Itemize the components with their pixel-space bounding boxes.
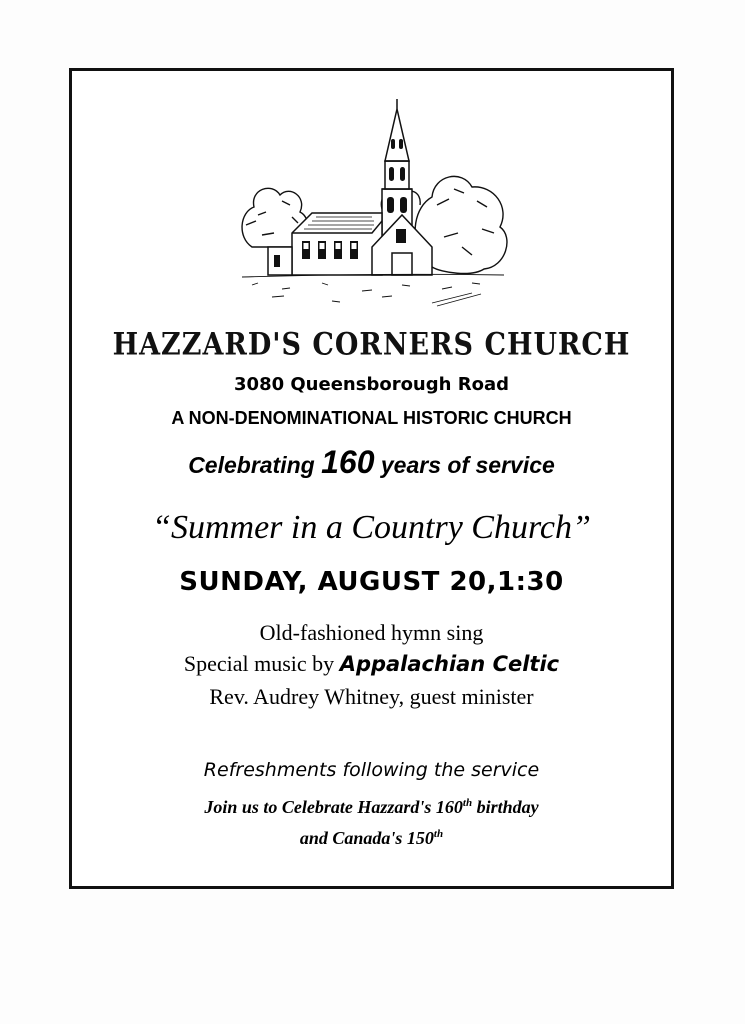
church-name: HAZZARD'S CORNERS CHURCH	[112, 326, 631, 363]
flyer-border	[69, 68, 674, 889]
event-detail-hymn: Old-fashioned hymn sing	[259, 620, 484, 645]
church-address: 3080 Queensborough Road	[234, 374, 509, 395]
music-prefix: Special music by	[183, 651, 335, 676]
event-date-time: SUNDAY, AUGUST 20,1:30	[179, 567, 564, 597]
anniversary-suffix: years of service	[380, 452, 555, 478]
event-detail-music	[72, 651, 671, 677]
birthday-suffix: birthday	[476, 797, 539, 817]
church-illustration	[232, 97, 512, 315]
birthday-prefix: Join us to Celebrate Hazzard's 160	[204, 797, 463, 817]
refreshments-note: Refreshments following the service	[203, 759, 540, 781]
anniversary-number: 160	[321, 444, 375, 480]
canada-prefix: and Canada's 150	[299, 828, 434, 848]
anniversary-prefix: Celebrating	[188, 452, 315, 478]
event-title: “Summer in a Country Church”	[152, 509, 591, 546]
event-detail-minister: Rev. Audrey Whitney, guest minister	[209, 684, 534, 709]
birthday-ordinal: th	[462, 797, 473, 809]
canada-ordinal: th	[433, 828, 444, 840]
birthday-invitation	[72, 797, 671, 818]
anniversary-line	[72, 444, 671, 481]
music-band: Appalachian Celtic	[339, 652, 560, 676]
canada-anniversary	[72, 828, 671, 849]
church-description: A NON-DENOMINATIONAL HISTORIC CHURCH	[171, 408, 572, 428]
